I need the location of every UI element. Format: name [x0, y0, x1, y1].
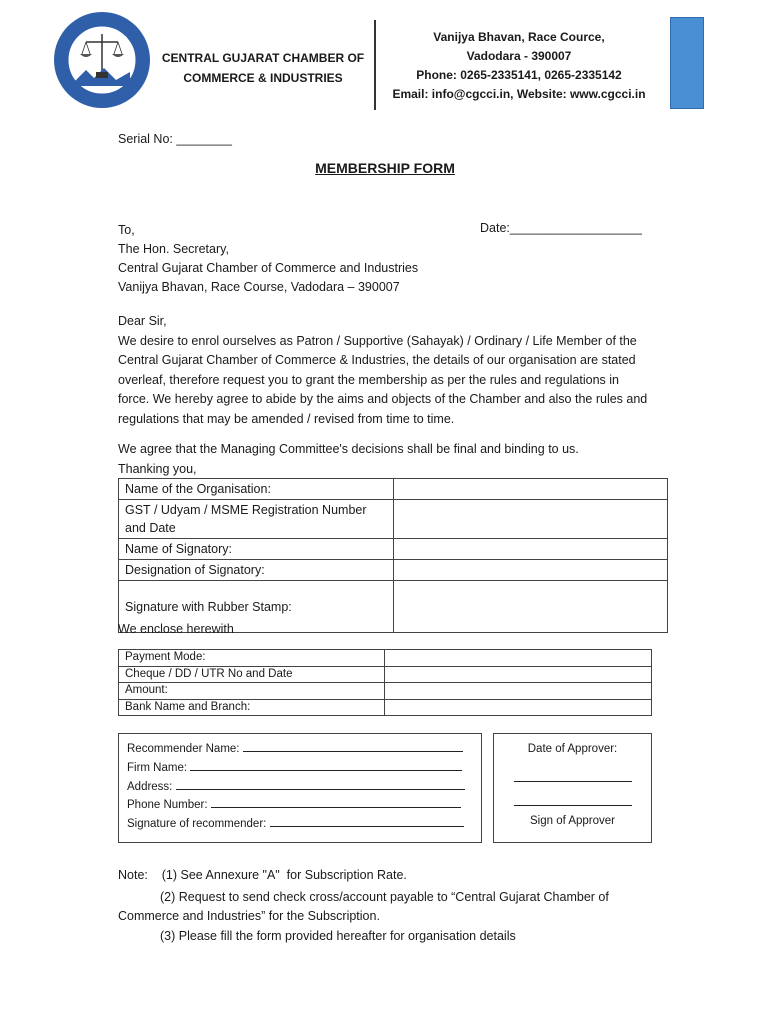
chamber-seal-icon	[52, 10, 152, 110]
signatory-name-input[interactable]	[393, 539, 667, 560]
amount-label: Amount:	[119, 683, 385, 700]
signatory-name-label: Name of Signatory:	[119, 539, 394, 560]
to-label: To,	[118, 223, 135, 237]
header-divider	[374, 20, 376, 110]
agreement-block	[118, 440, 653, 479]
table-row	[119, 650, 652, 667]
agreement-text: We agree that the Managing Committee's decisions shall be final and binding to us.	[118, 442, 579, 456]
approver-date-label: Date of Approver:	[527, 743, 618, 755]
table-row	[119, 699, 652, 716]
notes-section	[118, 866, 653, 946]
table-row	[119, 666, 652, 683]
org-name-input[interactable]	[393, 479, 667, 500]
note-2: (2) Request to send check cross/account payable to “Central Gujarat Chamber of	[160, 889, 609, 904]
table-row	[119, 683, 652, 700]
firm-name-line[interactable]	[190, 759, 462, 771]
closing-text: Thanking you,	[118, 461, 197, 476]
firm-name-row[interactable]	[127, 759, 473, 778]
organisation-details-table	[118, 478, 668, 633]
recommender-name-label: Recommender Name:	[127, 743, 240, 755]
blue-side-tab	[670, 17, 704, 109]
addressee-block	[118, 221, 418, 297]
note-2-continued: Commerce and Industries” for the Subscription.	[118, 909, 380, 923]
table-row	[119, 560, 668, 581]
cheque-utr-input[interactable]	[384, 666, 651, 683]
registration-number-input[interactable]	[393, 500, 667, 539]
approver-sign-label: Sign of Approver	[529, 815, 616, 827]
payment-mode-input[interactable]	[384, 650, 651, 667]
approver-date-line[interactable]	[514, 768, 632, 782]
table-row	[119, 479, 668, 500]
approver-box	[493, 733, 652, 843]
org-name-line1: CENTRAL GUJARAT CHAMBER OF	[161, 51, 365, 65]
phone-numbers: Phone: 0265-2335141, 0265-2335142	[416, 68, 622, 82]
approver-sign-line[interactable]	[514, 792, 632, 806]
address-row[interactable]	[127, 778, 473, 797]
amount-input[interactable]	[384, 683, 651, 700]
addressee-line1: The Hon. Secretary,	[118, 242, 229, 256]
phone-line[interactable]	[211, 796, 461, 808]
phone-row[interactable]	[127, 796, 473, 815]
address-line2: Vadodara - 390007	[466, 49, 572, 63]
rubber-stamp-signature-input[interactable]	[393, 581, 667, 633]
table-row	[119, 539, 668, 560]
address-label: Address:	[127, 780, 173, 793]
addressee-line3: Vanijya Bhavan, Race Course, Vadodara – 390007	[118, 280, 400, 294]
address-line1: Vanijya Bhavan, Race Cource,	[433, 30, 605, 44]
recommender-box	[118, 733, 482, 843]
phone-label: Phone Number:	[127, 799, 208, 812]
recommender-signature-line[interactable]	[270, 815, 464, 827]
recommender-signature-row[interactable]	[127, 815, 473, 834]
signatory-designation-input[interactable]	[393, 560, 667, 581]
cheque-utr-label: Cheque / DD / UTR No and Date	[119, 666, 385, 683]
email-website: Email: info@cgcci.in, Website: www.cgcci.in	[392, 87, 646, 101]
recommender-name-row[interactable]	[127, 740, 473, 759]
date-field[interactable]: Date:___________________	[480, 221, 642, 235]
note-3: (3) Please fill the form provided hereafter for organisation details	[160, 928, 516, 943]
note-1: Note: (1) See Annexure "A" for Subscription Rate.	[118, 868, 407, 882]
signatory-designation-label: Designation of Signatory:	[119, 560, 394, 581]
org-name-label: Name of the Organisation:	[119, 479, 394, 500]
firm-name-label: Firm Name:	[127, 761, 188, 774]
recommender-signature-label: Signature of recommender:	[127, 818, 267, 831]
payment-details-table	[118, 649, 652, 716]
recommender-name-line[interactable]	[243, 740, 463, 752]
address-line[interactable]	[176, 778, 465, 790]
form-title: MEMBERSHIP FORM	[315, 160, 455, 176]
serial-number[interactable]: Serial No: ________	[118, 132, 232, 146]
bank-branch-input[interactable]	[384, 699, 651, 716]
letter-paragraph: We desire to enrol ourselves as Patron / Supportive (Sahayak) / Ordinary / Life Member of the Central Gujarat Chamber of Commerce & Industries, the details of our organisation are stated overleaf, therefore request you to grant the membership as per the rules and regulations in force. We hereby agree to abide by the aims and objects of the Chamber and also the rules and regulations that may be amended / revised from time to time.	[118, 333, 648, 426]
letter-body	[118, 312, 653, 429]
addressee-line2: Central Gujarat Chamber of Commerce and Industries	[118, 261, 419, 275]
rubber-stamp-signature-label: Signature with Rubber Stamp:	[119, 581, 394, 633]
org-name-line2: COMMERCE & INDUSTRIES	[183, 71, 343, 85]
contact-block	[384, 28, 654, 104]
salutation: Dear Sir,	[118, 314, 167, 328]
bank-branch-label: Bank Name and Branch:	[119, 699, 385, 716]
registration-number-label: GST / Udyam / MSME Registration Number and Date	[119, 500, 394, 539]
enclose-label: We enclose herewith	[118, 622, 234, 636]
payment-mode-label: Payment Mode:	[119, 650, 385, 667]
organisation-name	[158, 48, 368, 88]
table-row	[119, 500, 668, 539]
